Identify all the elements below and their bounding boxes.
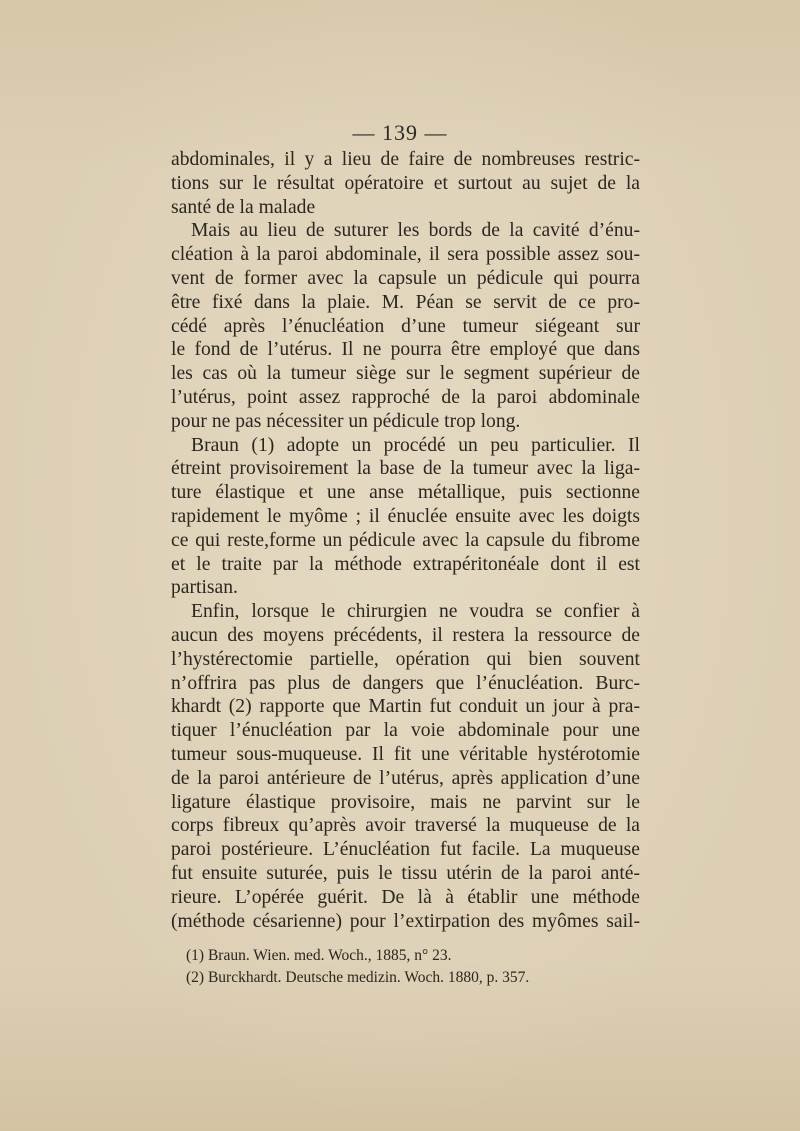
body-text (171, 148, 640, 933)
page-number: — 139 — (352, 120, 448, 145)
text-line: khardt (2) rapporte que Martin fut conduit un jour à pra- (171, 696, 640, 718)
text-line: (méthode césarienne) pour l’extirpation des myômes sail- (171, 910, 640, 932)
text-line: de la paroi antérieure de l’utérus, après application d’une (171, 767, 640, 789)
text-line: étreint provisoirement la base de la tumeur avec la liga- (171, 458, 640, 480)
text-line: tumeur sous-muqueuse. Il fit une véritable hystérotomie (171, 743, 640, 765)
text-line: ce qui reste,forme un pédicule avec la capsule du fibrome (171, 529, 640, 551)
text-line: tions sur le résultat opératoire et surtout au sujet de la (171, 172, 640, 194)
text-line: pour ne pas nécessiter un pédicule trop long. (171, 410, 521, 432)
text-line: l’utérus, point assez rapproché de la paroi abdominale (171, 386, 640, 408)
text-line: ligature élastique provisoire, mais ne parvint sur le (171, 791, 640, 813)
text-line: vent de former avec la capsule un pédicule qui pourra (171, 267, 640, 289)
footnote-1: (1) Braun. Wien. med. Woch., 1885, n° 23. (186, 947, 452, 964)
text-line: fut ensuite suturée, puis le tissu utérin de la paroi anté- (171, 862, 640, 884)
text-line: et le traite par la méthode extrapéritonéale dont il est (171, 553, 640, 575)
text-line: Enfin, lorsque le chirurgien ne voudra se confier à (191, 601, 640, 623)
text-line: paroi postérieure. L’énucléation fut facile. La muqueuse (171, 839, 640, 861)
text-line: Mais au lieu de suturer les bords de la cavité d’énu- (191, 220, 640, 242)
text-line: rieure. L’opérée guérit. De là à établir une méthode (171, 886, 640, 908)
text-line: ture élastique et une anse métallique, puis sectionne (171, 482, 640, 504)
text-line: Braun (1) adopte un procédé un peu particulier. Il (191, 434, 640, 456)
footnote-2: (2) Burckhardt. Deutsche medizin. Woch. 1880, p. 357. (186, 969, 530, 986)
text-line: corps fibreux qu’après avoir traversé la muqueuse de la (171, 815, 640, 837)
text-line: cléation à la paroi abdominale, il sera possible assez sou- (171, 244, 640, 266)
text-line: santé de la malade (171, 196, 316, 218)
text-line: aucun des moyens précédents, il restera la ressource de (171, 624, 640, 646)
text-line: les cas où la tumeur siège sur le segment supérieur de (171, 363, 640, 385)
text-line: être fixé dans la plaie. M. Péan se servit de ce pro- (171, 291, 640, 313)
text-line: partisan. (171, 577, 238, 599)
text-line: rapidement le myôme ; il énuclée ensuite avec les doigts (171, 505, 640, 527)
text-line: n’offrira pas plus de dangers que l’énucléation. Burc- (171, 672, 640, 694)
text-line: l’hystérectomie partielle, opération qui bien souvent (171, 648, 640, 670)
footnotes (186, 945, 646, 989)
text-line: tiquer l’énucléation par la voie abdominale pour une (171, 720, 640, 742)
text-line: abdominales, il y a lieu de faire de nombreuses restric- (171, 149, 640, 170)
text-line: le fond de l’utérus. Il ne pourra être employé que dans (171, 339, 640, 361)
text-line: cédé après l’énucléation d’une tumeur siégeant sur (171, 315, 640, 337)
